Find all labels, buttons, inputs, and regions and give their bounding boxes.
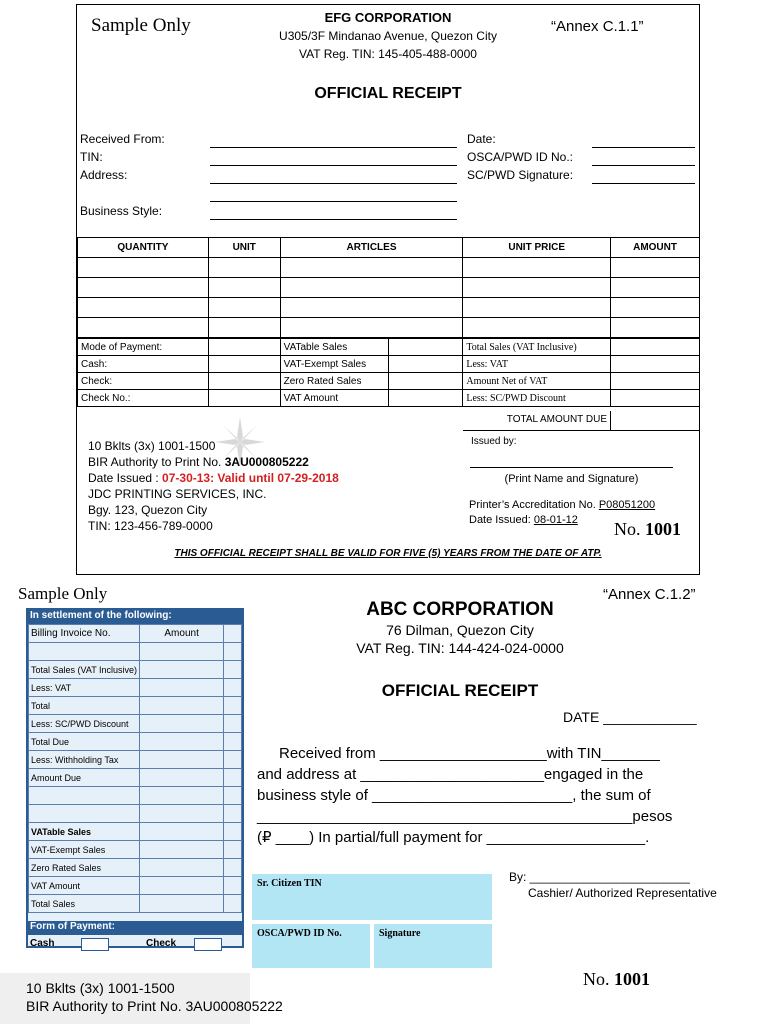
items-table — [77, 237, 700, 338]
sample-only-label-2: Sample Only — [18, 584, 108, 603]
signature-label: Signature — [379, 928, 421, 939]
side-row-label: VAT-Exempt Sales — [29, 841, 140, 859]
sample-only-label: Sample Only — [91, 15, 191, 36]
settlement-header: In settlement of the following: — [28, 610, 242, 624]
side-row-label: Total Sales — [29, 895, 140, 913]
billing-invoice-col: Billing Invoice No. — [29, 625, 140, 643]
printer-address: Bgy. 123, Quezon City — [88, 503, 208, 517]
address-line-2[interactable] — [210, 201, 457, 202]
signature-box[interactable] — [374, 924, 492, 968]
less-vat-label: Less: VAT — [463, 356, 611, 373]
date-issued-2-text: Date Issued: 08-01-12 — [469, 514, 578, 526]
amount-net-label: Amount Net of VAT — [463, 373, 611, 390]
address-label: Address: — [80, 168, 128, 182]
tin-label: TIN: — [80, 150, 103, 164]
by-line[interactable]: By: ________________________ — [509, 870, 690, 884]
table-row[interactable] — [29, 805, 242, 823]
payment-row — [28, 935, 242, 953]
vat-reg-tin: VAT Reg. TIN: 145-405-488-0000 — [299, 47, 477, 61]
side-row-label: Less: VAT — [29, 679, 140, 697]
printer-name: JDC PRINTING SERVICES, INC. — [88, 487, 267, 501]
validity-notice: THIS OFFICIAL RECEIPT SHALL BE VALID FOR FIVE (5) YEARS FROM THE DATE OF ATP. — [174, 548, 602, 559]
vat-amount-label: VAT Amount — [280, 390, 388, 407]
total-sales-label: Total Sales (VAT Inclusive) — [463, 339, 611, 356]
cashier-label: Cashier/ Authorized Representative — [528, 886, 717, 900]
table-row[interactable] — [78, 278, 700, 298]
sc-pwd-signature-line[interactable] — [592, 183, 695, 184]
mode-of-payment-label: Mode of Payment: — [78, 339, 209, 356]
total-amount-due-label: TOTAL AMOUNT DUE — [463, 411, 611, 431]
body-line-4[interactable]: _____________________________________________pesos — [257, 808, 673, 825]
side-row-label: Less: SC/PWD Discount — [29, 715, 140, 733]
receipt-title-2: OFFICIAL RECEIPT — [381, 681, 539, 700]
osca-pwd-line[interactable] — [592, 165, 695, 166]
vat-exempt-label: VAT-Exempt Sales — [280, 356, 388, 373]
table-row[interactable] — [78, 298, 700, 318]
business-style-line[interactable] — [210, 219, 457, 220]
date-issued-text: Date Issued : 07-30-13: Valid until 07-29-2018 — [88, 471, 339, 485]
total-amount-due-cell[interactable] — [611, 411, 700, 431]
zero-rated-label: Zero Rated Sales — [280, 373, 388, 390]
received-from-label: Received From: — [80, 132, 165, 146]
receipt-number: No. 1001 — [614, 519, 681, 539]
print-name-label: (Print Name and Signature) — [504, 473, 639, 485]
amount-col: Amount — [140, 625, 224, 643]
issued-by-label: Issued by: — [471, 436, 517, 447]
table-row[interactable] — [78, 318, 700, 338]
check-no-label: Check No.: — [78, 390, 209, 407]
vatable-sales-label: VATable Sales — [280, 339, 388, 356]
body-line-5[interactable]: (₽ ____) In partial/full payment for ___________________. — [257, 829, 650, 846]
osca-pwd-label: OSCA/PWD ID No.: — [467, 150, 574, 164]
settlement-table — [28, 624, 242, 913]
tin-line[interactable] — [210, 165, 457, 166]
osca-label: OSCA/PWD ID No. — [257, 928, 342, 939]
side-row-label: VATable Sales — [29, 823, 140, 841]
business-style-label: Business Style: — [80, 204, 163, 218]
vat-reg-tin-2: VAT Reg. TIN: 144-424-024-0000 — [356, 640, 564, 656]
side-row-label: Total Due — [29, 733, 140, 751]
body-line-1[interactable]: Received from ____________________with TIN_______ — [279, 745, 660, 762]
col-articles: ARTICLES — [280, 238, 463, 258]
issued-by-line[interactable] — [470, 467, 673, 468]
side-row-label: VAT Amount — [29, 877, 140, 895]
side-row-label: Less: Withholding Tax — [29, 751, 140, 769]
side-row-label: Amount Due — [29, 769, 140, 787]
osca-box[interactable] — [252, 924, 370, 968]
company-address: U305/3F Mindanao Avenue, Quezon City — [279, 29, 497, 43]
printer-info — [88, 438, 339, 534]
bir-authority-text-2: BIR Authority to Print No. 3AU000805222 — [26, 998, 283, 1014]
side-row-label: Total Sales (VAT Inclusive) — [29, 661, 140, 679]
table-row[interactable] — [78, 258, 700, 278]
date-label: Date: — [467, 132, 496, 146]
check-checkbox[interactable] — [194, 938, 222, 951]
check-option-label: Check — [146, 938, 177, 949]
company-name: EFG CORPORATION — [324, 10, 452, 25]
cash-label: Cash: — [78, 356, 209, 373]
received-from-line[interactable] — [210, 147, 457, 148]
table-row[interactable] — [29, 643, 242, 661]
bir-authority-text: BIR Authority to Print No. 3AU000805222 — [88, 455, 309, 469]
bottom-receipt — [0, 576, 768, 1024]
printer-tin: TIN: 123-456-789-0000 — [88, 519, 213, 533]
col-unit: UNIT — [208, 238, 280, 258]
settlement-panel — [26, 608, 244, 948]
top-receipt — [76, 4, 700, 575]
col-quantity: QUANTITY — [78, 238, 209, 258]
company-address-2: 76 Dilman, Quezon City — [386, 622, 534, 638]
sr-citizen-label: Sr. Citizen TIN — [257, 878, 322, 889]
col-amount: AMOUNT — [611, 238, 700, 258]
sc-pwd-signature-label: SC/PWD Signature: — [467, 168, 574, 182]
company-name-2: ABC CORPORATION — [366, 599, 554, 620]
sc-pwd-discount-label: Less: SC/PWD Discount — [463, 390, 611, 407]
date-field-2[interactable]: DATE ____________ — [563, 709, 697, 725]
cash-checkbox[interactable] — [81, 938, 109, 951]
receipt-body — [257, 743, 717, 848]
body-line-3[interactable]: business style of ________________________, the sum of — [257, 787, 651, 804]
printer-info-2 — [26, 979, 283, 1015]
side-row-label: Zero Rated Sales — [29, 859, 140, 877]
accreditation-text: Printer’s Accreditation No. P08051200 — [469, 499, 656, 511]
sr-citizen-box[interactable] — [252, 874, 492, 920]
cash-option-label: Cash — [30, 938, 55, 949]
receipt-number-2: No. 1001 — [583, 969, 650, 989]
body-line-2[interactable]: and address at ______________________engaged in the — [257, 766, 644, 783]
address-line[interactable] — [210, 183, 457, 184]
annex-label-2: “Annex C.1.2” — [603, 586, 696, 603]
form-of-payment-header: Form of Payment: — [28, 921, 242, 935]
annex-label: “Annex C.1.1” — [551, 18, 644, 35]
col-unit-price: UNIT PRICE — [463, 238, 611, 258]
receipt-title: OFFICIAL RECEIPT — [314, 85, 462, 102]
summary-table — [77, 338, 700, 407]
table-row[interactable] — [29, 787, 242, 805]
side-row-label: Total — [29, 697, 140, 715]
check-label: Check: — [78, 373, 209, 390]
date-line[interactable] — [592, 147, 695, 148]
bklts-text: 10 Bklts (3x) 1001-1500 — [88, 439, 216, 453]
bklts-text-2: 10 Bklts (3x) 1001-1500 — [26, 980, 175, 996]
